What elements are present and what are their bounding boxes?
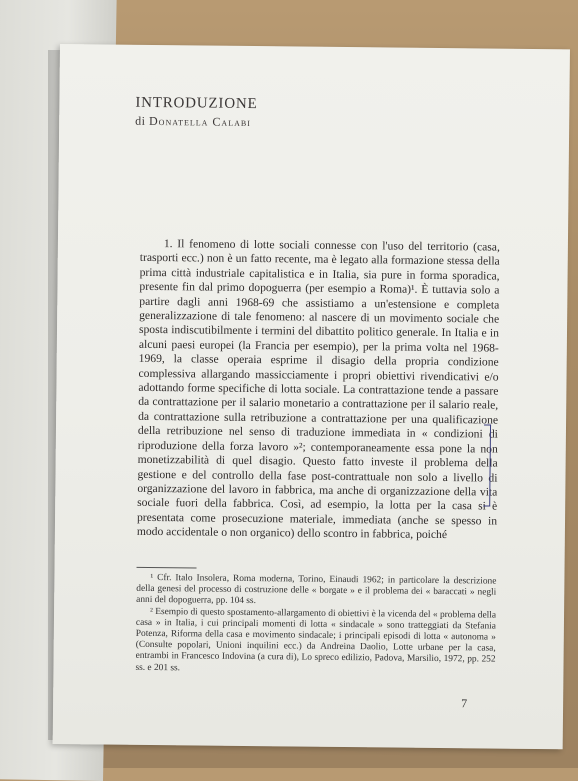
author-prefix: di (135, 113, 146, 128)
chapter-title: INTRODUZIONE (135, 94, 258, 113)
footnote-1: ¹ Cfr. Italo Insolera, Roma moderna, Torino, Einaudi 1962; in particolare la descrizione della genesi del processo di costruzione delle « borgate » e il problema dei « baraccati » negli anni del dopoguerra, pp. 104 ss. (136, 572, 497, 607)
pen-margin-bracket (483, 424, 491, 506)
footnotes (135, 573, 496, 678)
body-paragraph: 1. Il fenomeno di lotte sociali connesse con l'uso del territorio (casa, trasporti ecc.) non è un fatto recente, ma è legato alla formazione stessa della prima città industriale capitalistica e in Italia, sia pure in forma sporadica, presente fin dal primo dopoguerra (per esempio a Roma)¹. È tuttavia solo a partire dagli anni 1968-69 che assistiamo a un'estensione e completa generalizzazione di tale fenomeno: al nascere di un movimento sociale che sposta indiscutibilmente i termini del dibattito politico generale. In Italia e in alcuni paesi europei (la Francia per esempio), per la prima volta nel 1968-1969, la classe operaia esprime il disagio della propria condizione complessiva allargando massicciamente i propri obiettivi rivendicativi e/o adottando forme specifiche di lotta sociale. La contrattazione tende a passare da contrattazione per il salario monetario a contrattazione per il salario reale, da contrattazione sulla retribuzione a contrattazione per una qualificazione della retribuzione nel senso di traduzione immediata in « condizioni di riproduzione della forza lavoro »²; contemporaneamente essa pone la non monetizzabilità di quel disagio. Questo fatto investe il problema della gestione e del controllo della fase post-contrattuale non solo a livello di organizzazione del lavoro in fabbrica, ma anche di organizzazione della vita sociale fuori della fabbrica. Così, ad esempio, la lotta per la casa si è presentata come prosecuzione materiale, immediata (anche se spesso in modo accidentale o non organico) dello scontro in fabbrica, poiché (136, 237, 500, 542)
chapter-heading (135, 95, 257, 130)
book-page (53, 44, 570, 749)
footnote-2: ² Esempio di questo spostamento-allargamento di obiettivi è la vicenda del « problema della casa » in Italia, i cui principali momenti di lotta « sindacale » sono tratteggiati da Stefania Potenza, Riforma della casa e movimento sindacale; i principali episodi di lotta « autonoma » (Consulte popolari, Unioni inquilini ecc.) da Andreina Daolio, Lotte urbane per la casa, entrambi in Francesco Indovina (a cura di), Lo spreco edilizio, Padova, Marsilio, 1972, pp. 252 ss. e 201 ss. (135, 606, 497, 673)
author-name: Donatella Calabi (148, 113, 252, 130)
chapter-author (135, 114, 257, 130)
page-number: 7 (461, 696, 468, 711)
body-text (137, 237, 500, 543)
footnote-rule (137, 567, 197, 569)
